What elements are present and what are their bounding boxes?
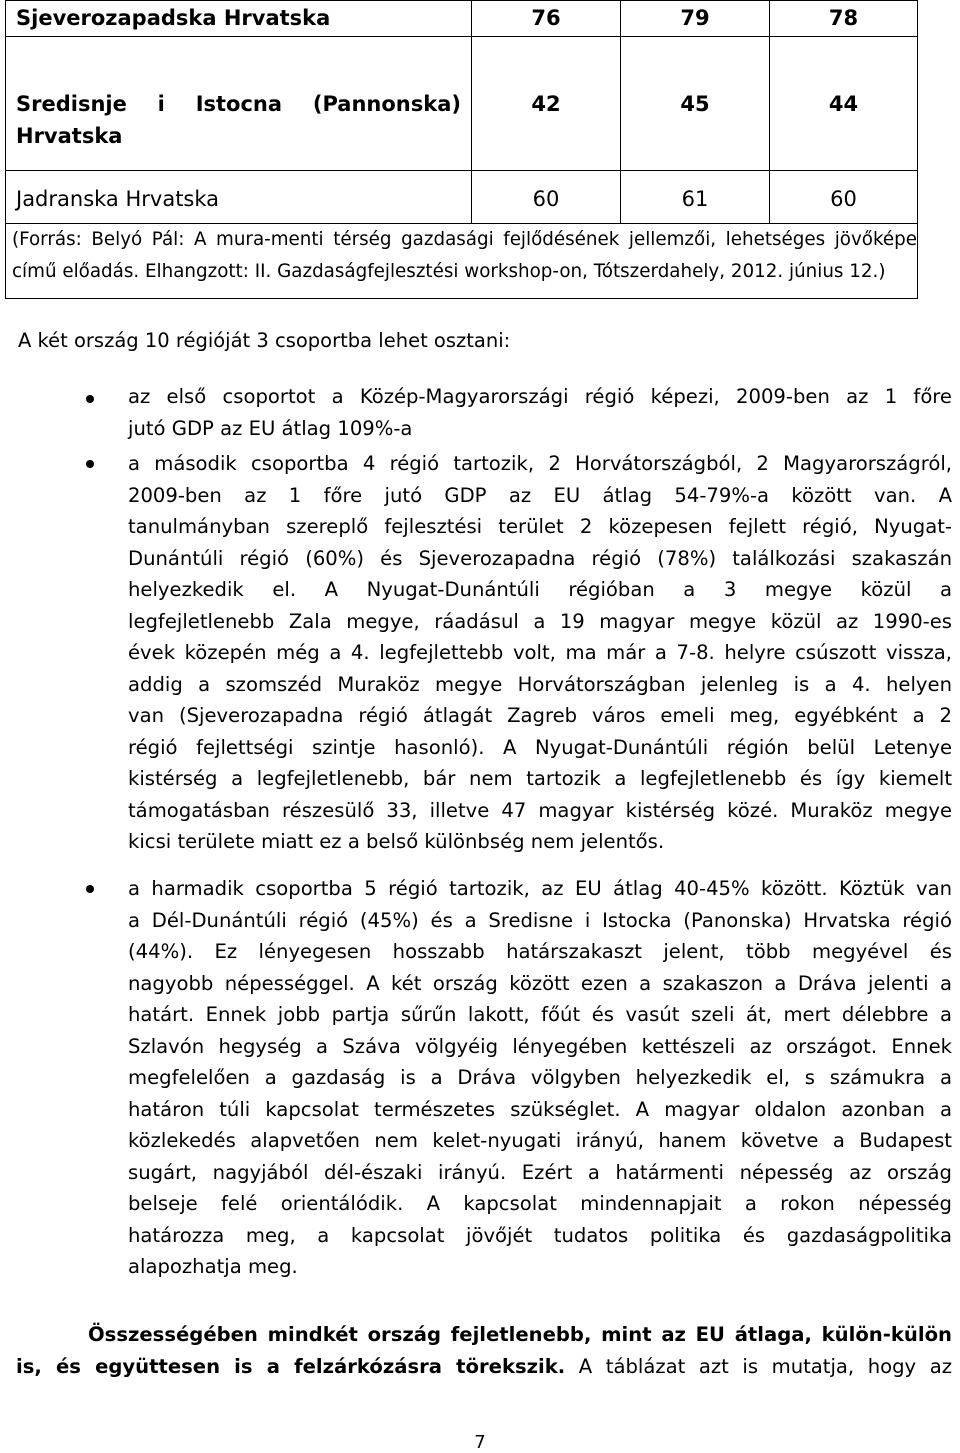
paragraph-line: közlekedés alapvetően nem kelet-nyugati irányú, hanem követve a Budapest (128, 1129, 952, 1152)
source-line: című előadás. Elhangzott: II. Gazdaságfejlesztési workshop-on, Tótszerdahely, 2012. június 12.) (12, 261, 886, 282)
region-cell: Sjeverozapadska Hrvatska (6, 1, 472, 37)
value-cell: 78 (770, 1, 918, 37)
paragraph-line: támogatásban részesülő 33, illetve 47 magyar kistérség közé. Muraköz megye (128, 798, 952, 822)
value-cell: 44 (770, 37, 918, 171)
bullet-icon (86, 460, 94, 468)
region-cell: Jadranska Hrvatska (6, 171, 472, 224)
group-paragraph (128, 873, 952, 1283)
paragraph-line: 2009-ben az 1 főre jutó GDP az EU átlag 54-79%-a között van. A (128, 483, 952, 507)
paragraph-line: a harmadik csoportba 5 régió tartozik, az EU átlag 40-45% között. Köztük van (128, 877, 952, 900)
summary-text: A táblázat azt is mutatja, hogy az (565, 1355, 952, 1378)
paragraph-line: a Dél-Dunántúli régió (45%) és a Sredisne i Istocka (Panonska) Hrvatska régió (128, 908, 952, 932)
intro-sentence: A két ország 10 régióját 3 csoportba lehet osztani: (18, 329, 511, 352)
paragraph-line: (44%). Ez lényegesen hosszabb határszakaszt jelent, több megyével és (128, 940, 952, 963)
paragraph-line: régió fejlettségi szintje hasonló). A Nyugat-Dunántúli régión belül Letenye (128, 735, 952, 759)
table-row (6, 171, 918, 224)
paragraph-line: addig a szomszéd Muraköz megye Horvátországban jelenleg is a 4. helyen (128, 672, 952, 696)
paragraph-line: határt. Ennek jobb partja sűrűn lakott, főút és vasút szeli át, mert délebbre a (128, 1003, 952, 1026)
source-line: (Forrás: Belyó Pál: A mura-menti térség gazdasági fejlődésének jellemzői, lehetséges jövőképe (12, 229, 917, 250)
page-number: 7 (474, 1432, 486, 1453)
paragraph-line: kicsi területe miatt ez a belső különbség nem jelentős. (128, 830, 665, 853)
paragraph-line: alapozhatja meg. (128, 1255, 298, 1278)
paragraph-line: belseje felé orientálódik. A kapcsolat mindennapjait a rokon népesség (128, 1192, 952, 1215)
paragraph-line: határozza meg, a kapcsolat jövőjét tudatos politika és gazdaságpolitika (128, 1223, 952, 1247)
paragraph-line: tanulmányban szereplő fejlesztési terület 2 közepesen fejlett régió, Nyugat- (128, 515, 952, 538)
summary-bold-text: is, és együttesen is a felzárkózásra törekszik. (16, 1355, 566, 1378)
summary-line: Összességében mindkét ország fejletlenebb, mint az EU átlaga, külön-külön (88, 1323, 952, 1346)
paragraph-line: megfelelően a gazdaság is a Dráva völgyben helyezkedik el, s számukra a (128, 1066, 952, 1089)
group-paragraph (128, 381, 952, 444)
summary-line (16, 1351, 952, 1383)
paragraph-line: van (Sjeverozapadna régió átlagát Zagreb város emeli meg, egyébként a 2 (128, 704, 952, 727)
value-cell: 60 (770, 171, 918, 224)
paragraph-line: jutó GDP az EU átlag 109%-a (128, 416, 413, 440)
bullet-icon (86, 395, 94, 403)
value-cell: 45 (621, 37, 770, 171)
paragraph-line: nagyobb népességgel. A két ország között ezen a szakaszon a Dráva jelenti a (128, 971, 952, 995)
table-row (6, 1, 918, 37)
table-row (6, 37, 918, 171)
paragraph-line: az első csoportot a Közép-Magyarországi régió képezi, 2009-ben az 1 főre (128, 385, 952, 408)
table-source-row (6, 224, 918, 299)
value-cell: 79 (621, 1, 770, 37)
bullet-icon (86, 885, 94, 893)
value-cell: 60 (472, 171, 621, 224)
paragraph-line: kistérség a legfejletlenebb, bár nem tartozik a legfejletlenebb és így kiemelt (128, 767, 952, 790)
paragraph-line: a második csoportba 4 régió tartozik, 2 Horvátországból, 2 Magyarországról, (128, 452, 952, 475)
region-line: Sredisnje i Istocna (Pannonska) (16, 92, 461, 116)
paragraph-line: Dunántúli régió (60%) és Sjeverozapadna régió (78%) találkozási szakaszán (128, 546, 952, 570)
group-paragraph (128, 448, 952, 858)
paragraph-line: Szlavón hegység a Száva völgyéig lényegében kettészeli az országot. Ennek (128, 1034, 952, 1058)
value-cell: 61 (621, 171, 770, 224)
summary-paragraph (16, 1319, 952, 1383)
paragraph-line: határon túli kapcsolat természetes szükséglet. A magyar oldalon azonban a (128, 1097, 952, 1121)
gdp-table (5, 0, 918, 299)
source-note (12, 224, 917, 288)
value-cell: 42 (472, 37, 621, 171)
source-cell (6, 224, 918, 299)
region-line: Hrvatska (16, 124, 123, 148)
paragraph-line: helyezkedik el. A Nyugat-Dunántúli régióban a 3 megye közül a (128, 578, 952, 601)
paragraph-line: évek közepén még a 4. legfejlettebb volt, ma már a 7-8. helyre csúszott vissza, (128, 641, 952, 664)
value-cell: 76 (472, 1, 621, 37)
paragraph-line: legfejletlenebb Zala megye, ráadásul a 19 magyar megye közül az 1990-es (128, 609, 952, 633)
paragraph-line: sugárt, nagyjából dél-északi irányú. Ezért a határmenti népesség az ország (128, 1160, 952, 1184)
region-cell (6, 37, 472, 171)
